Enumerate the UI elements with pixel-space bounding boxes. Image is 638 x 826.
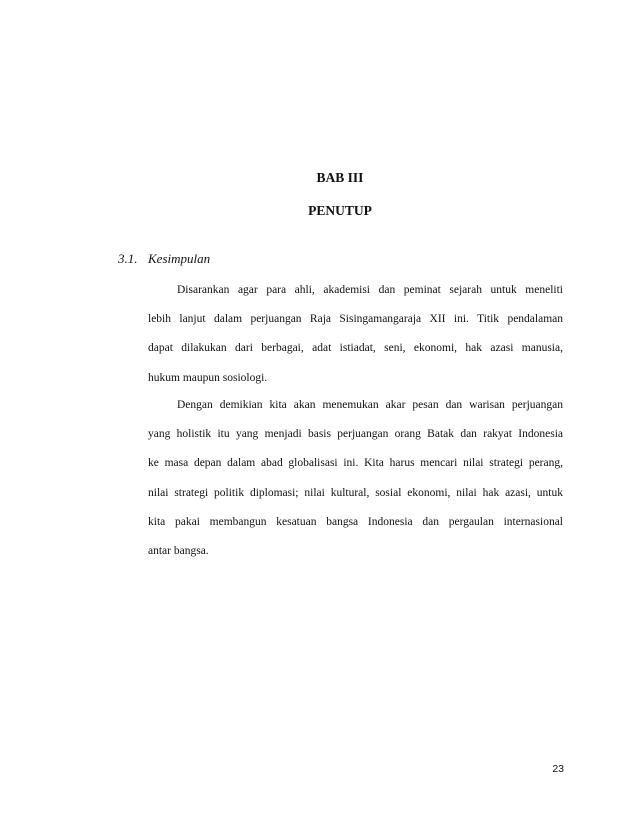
paragraph-line: nilai strategi politik diplomasi; nilai kultural, sosial ekonomi, nilai hak azasi, untuk (148, 486, 563, 499)
paragraph-line: hukum maupun sosiologi. (148, 371, 268, 384)
paragraph-line: antar bangsa. (148, 544, 209, 557)
paragraph-line: kita pakai membangun kesatuan bangsa Indonesia dan pergaulan internasional (148, 515, 563, 528)
paragraph-line: ke masa depan dalam abad globalisasi ini. Kita harus mencari nilai strategi perang, (148, 457, 563, 470)
section-title: Kesimpulan (148, 251, 211, 266)
paragraph-conclusion-1 (148, 276, 563, 393)
section-number: 3.1. (118, 251, 138, 266)
paragraph-conclusion-2 (148, 391, 563, 566)
paragraph-line: yang holistik itu yang menjadi basis perjuangan orang Batak dan rakyat Indonesia (148, 428, 563, 441)
paragraph-line: dapat dilakukan dari berbagai, adat istiadat, seni, ekonomi, hak azasi manusia, (148, 342, 563, 355)
paragraph-line: Dengan demikian kita akan menemukan akar pesan dan warisan perjuangan (177, 399, 563, 411)
paragraph-line: lebih lanjut dalam perjuangan Raja Sisingamangaraja XII ini. Titik pendalaman (148, 313, 563, 326)
chapter-title: PENUTUP (308, 203, 372, 218)
paragraph-line: Disarankan agar para ahli, akademisi dan peminat sejarah untuk meneliti (177, 284, 563, 296)
chapter-number: BAB III (316, 170, 364, 185)
page-number: 23 (552, 763, 564, 775)
